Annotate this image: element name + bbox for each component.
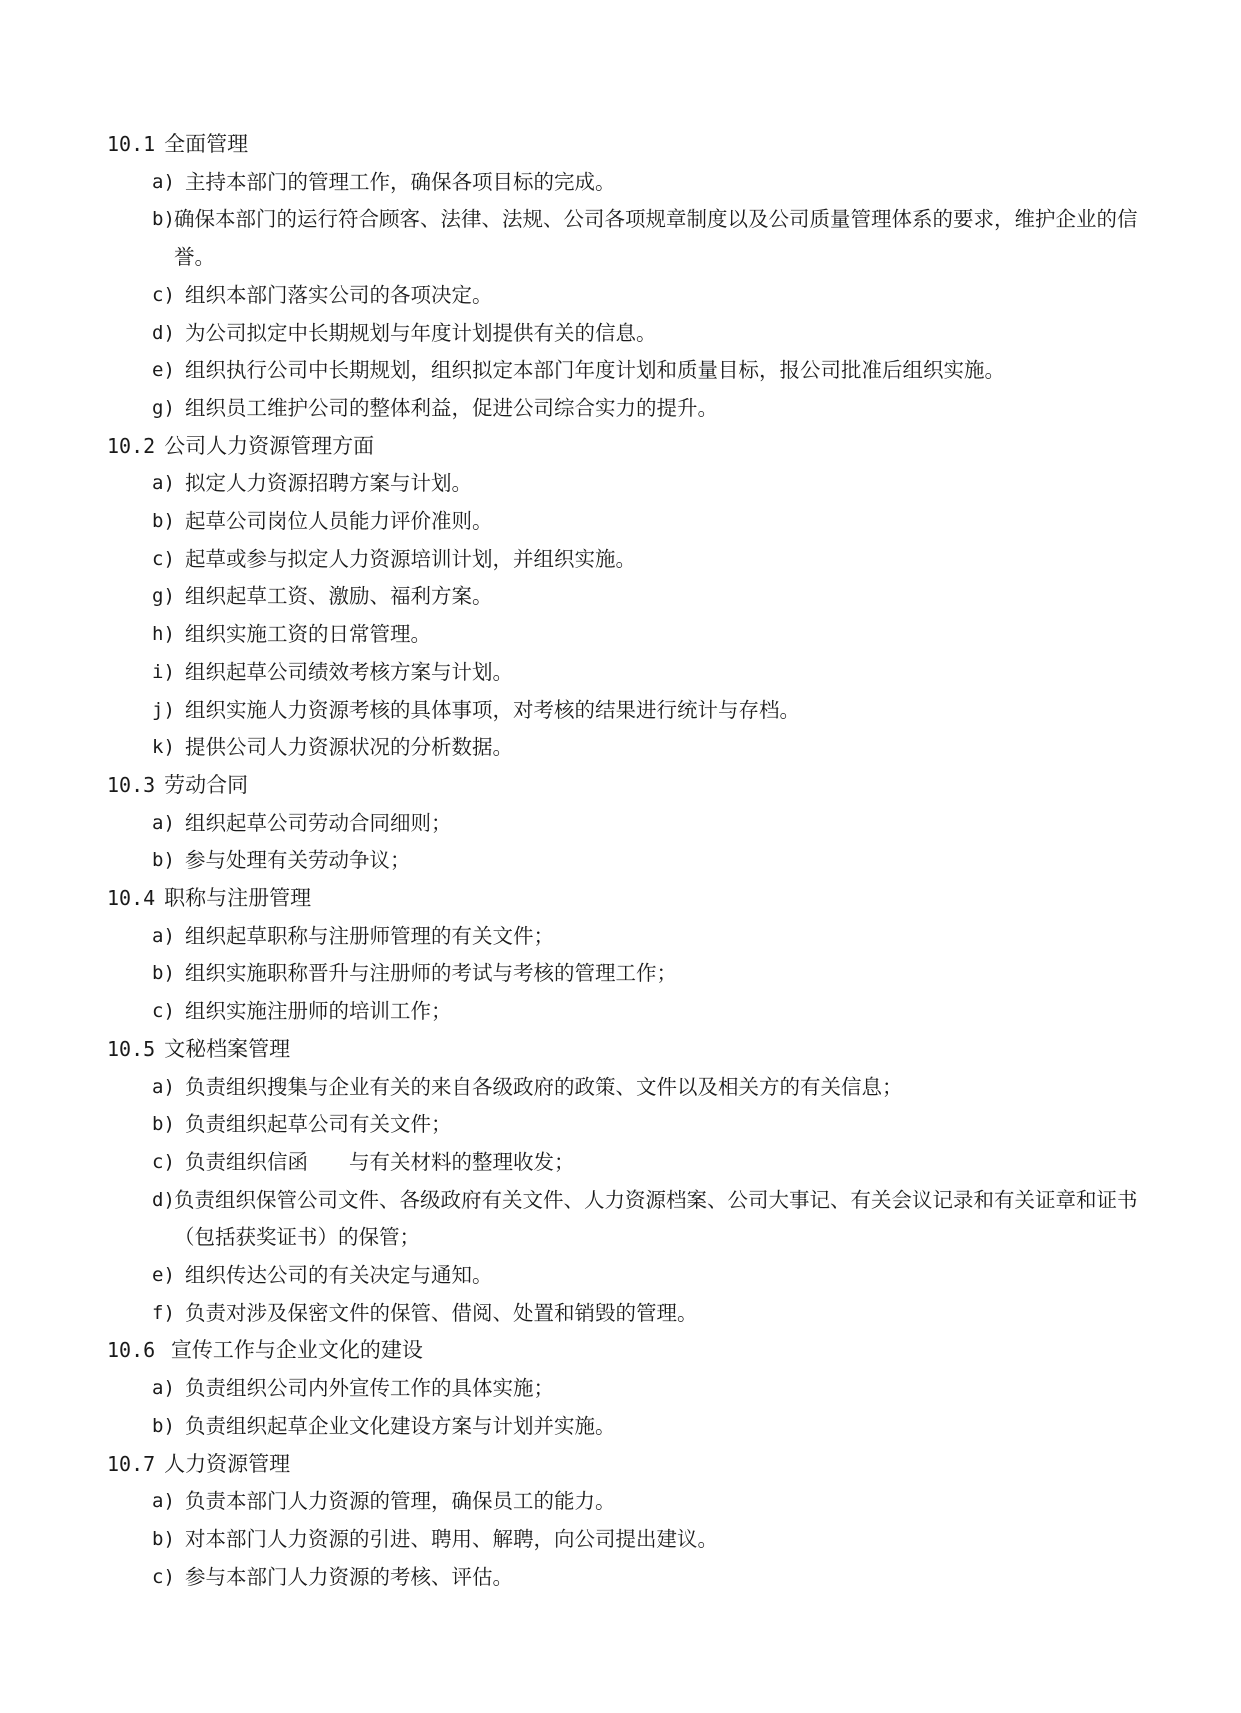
list-item (107, 578, 1157, 616)
section-heading (107, 126, 1157, 164)
section-title: 全面管理 (164, 132, 249, 156)
item-marker: b) (152, 1414, 175, 1437)
list-item (107, 201, 1157, 276)
list-item (107, 1106, 1157, 1144)
list-item (107, 729, 1157, 767)
section-10-5 (107, 1031, 1157, 1333)
item-marker: a) (152, 1377, 175, 1400)
item-marker: c) (152, 547, 175, 570)
section-10-7 (107, 1446, 1157, 1597)
item-text: 组织本部门落实公司的各项决定。 (185, 282, 493, 307)
item-marker: b) (152, 1527, 175, 1550)
section-10-1 (107, 126, 1157, 428)
list-item (107, 1295, 1157, 1333)
item-text: 组织传达公司的有关决定与通知。 (185, 1263, 493, 1288)
list-item (107, 1483, 1157, 1521)
item-text: 参与本部门人力资源的考核、评估。 (185, 1564, 513, 1589)
item-marker: d) (152, 1188, 175, 1211)
list-item (107, 1069, 1157, 1107)
item-marker: c) (152, 1150, 175, 1173)
list-item (107, 390, 1157, 428)
section-heading (107, 767, 1157, 805)
item-marker: b) (152, 849, 175, 872)
item-text: 为公司拟定中长期规划与年度计划提供有关的信息。 (185, 320, 657, 345)
item-marker: c) (152, 1565, 175, 1588)
item-text: 组织实施职称晋升与注册师的考试与考核的管理工作； (185, 961, 677, 986)
item-marker: a) (152, 924, 175, 947)
section-number: 10.7 (107, 1451, 156, 1476)
item-marker: g) (152, 585, 175, 608)
item-marker: b) (152, 962, 175, 985)
section-title: 公司人力资源管理方面 (164, 433, 375, 458)
item-text: 负责组织信函 与有关材料的整理收发； (185, 1149, 575, 1174)
item-text: 提供公司人力资源状况的分析数据。 (185, 735, 513, 760)
item-text: 负责对涉及保密文件的保管、借阅、处置和销毁的管理。 (185, 1300, 698, 1325)
list-item (107, 616, 1157, 654)
item-marker: a) (152, 1075, 175, 1098)
item-marker: c) (152, 283, 175, 306)
list-item (107, 277, 1157, 315)
item-marker: h) (152, 623, 175, 646)
section-title: 人力资源管理 (164, 1451, 291, 1476)
list-item (107, 164, 1157, 202)
section-number: 10.4 (107, 886, 156, 911)
list-item (107, 993, 1157, 1031)
section-number: 10.5 (107, 1036, 156, 1061)
section-heading (107, 880, 1157, 918)
item-text: 参与处理有关劳动争议； (185, 848, 411, 873)
item-text: 组织实施人力资源考核的具体事项，对考核的结果进行统计与存档。 (185, 697, 800, 722)
item-text: 组织起草公司绩效考核方案与计划。 (185, 659, 513, 684)
item-marker: j) (152, 698, 175, 721)
section-heading (107, 1446, 1157, 1484)
item-marker: b) (152, 208, 175, 231)
section-title: 文秘档案管理 (164, 1036, 291, 1061)
list-item (107, 1370, 1157, 1408)
item-text: 组织起草公司劳动合同细则； (185, 810, 452, 835)
item-text: 组织实施注册师的培训工作； (185, 999, 452, 1024)
section-heading (107, 1031, 1157, 1069)
item-marker: e) (152, 359, 175, 382)
list-item (107, 1521, 1157, 1559)
item-text: 负责本部门人力资源的管理，确保员工的能力。 (185, 1489, 616, 1514)
section-10-3 (107, 767, 1157, 880)
item-marker: a) (152, 1490, 175, 1513)
list-item (107, 1182, 1157, 1257)
section-number: 10.1 (107, 132, 156, 156)
section-number: 10.6 (107, 1338, 156, 1363)
list-item (107, 842, 1157, 880)
item-marker: a) (152, 170, 175, 193)
item-text: 组织实施工资的日常管理。 (185, 622, 431, 647)
section-number: 10.3 (107, 772, 156, 797)
item-text: 起草公司岗位人员能力评价准则。 (185, 509, 493, 533)
list-item (107, 503, 1157, 541)
section-10-2 (107, 428, 1157, 767)
item-marker: i) (152, 660, 175, 683)
list-item (107, 805, 1157, 843)
list-item (107, 918, 1157, 956)
list-item (107, 1559, 1157, 1597)
section-heading (107, 1332, 1157, 1370)
item-text: 确保本部门的运行符合顾客、法律、法规、公司各项规章制度以及公司质量管理体系的要求，维护企业的信誉。 (174, 207, 1138, 270)
item-text: 负责组织搜集与企业有关的来自各级政府的政策、文件以及相关方的有关信息； (185, 1074, 903, 1099)
item-marker: f) (152, 1301, 175, 1324)
item-text: 起草或参与拟定人力资源培训计划，并组织实施。 (185, 546, 636, 571)
list-item (107, 541, 1157, 579)
list-item (107, 1257, 1157, 1295)
section-10-4 (107, 880, 1157, 1031)
item-text: 负责组织起草企业文化建设方案与计划并实施。 (185, 1413, 616, 1438)
list-item (107, 692, 1157, 730)
item-text: 负责组织保管公司文件、各级政府有关文件、人力资源档案、公司大事记、有关会议记录和有关证章和证书（包括获奖证书）的保管； (174, 1187, 1138, 1250)
item-text: 主持本部门的管理工作，确保各项目标的完成。 (185, 169, 616, 194)
section-heading (107, 428, 1157, 466)
list-item (107, 465, 1157, 503)
item-text: 负责组织起草公司有关文件； (185, 1112, 452, 1137)
item-marker: e) (152, 1264, 175, 1287)
document-body (107, 126, 1157, 1596)
section-10-6 (107, 1332, 1157, 1445)
list-item (107, 1144, 1157, 1182)
item-marker: k) (152, 736, 175, 759)
item-text: 组织执行公司中长期规划，组织拟定本部门年度计划和质量目标，报公司批准后组织实施。 (185, 358, 1005, 383)
item-marker: b) (152, 510, 175, 532)
item-marker: c) (152, 1000, 175, 1023)
item-text: 负责组织公司内外宣传工作的具体实施； (185, 1376, 554, 1401)
item-text: 组织员工维护公司的整体利益，促进公司综合实力的提升。 (185, 395, 718, 420)
section-title: 宣传工作与企业文化的建设 (164, 1338, 423, 1363)
item-text: 对本部门人力资源的引进、聘用、解聘，向公司提出建议。 (185, 1526, 718, 1551)
list-item (107, 955, 1157, 993)
list-item (107, 654, 1157, 692)
item-text: 拟定人力资源招聘方案与计划。 (185, 471, 472, 496)
section-number: 10.2 (107, 433, 156, 458)
section-title: 劳动合同 (164, 772, 249, 797)
item-text: 组织起草工资、激励、福利方案。 (185, 584, 493, 609)
list-item (107, 1408, 1157, 1446)
item-marker: d) (152, 321, 175, 344)
item-marker: a) (152, 811, 175, 834)
item-marker: g) (152, 396, 175, 419)
section-title: 职称与注册管理 (164, 886, 312, 911)
list-item (107, 352, 1157, 390)
list-item (107, 315, 1157, 353)
item-marker: b) (152, 1113, 175, 1136)
item-marker: a) (152, 472, 175, 495)
item-text: 组织起草职称与注册师管理的有关文件； (185, 923, 554, 948)
